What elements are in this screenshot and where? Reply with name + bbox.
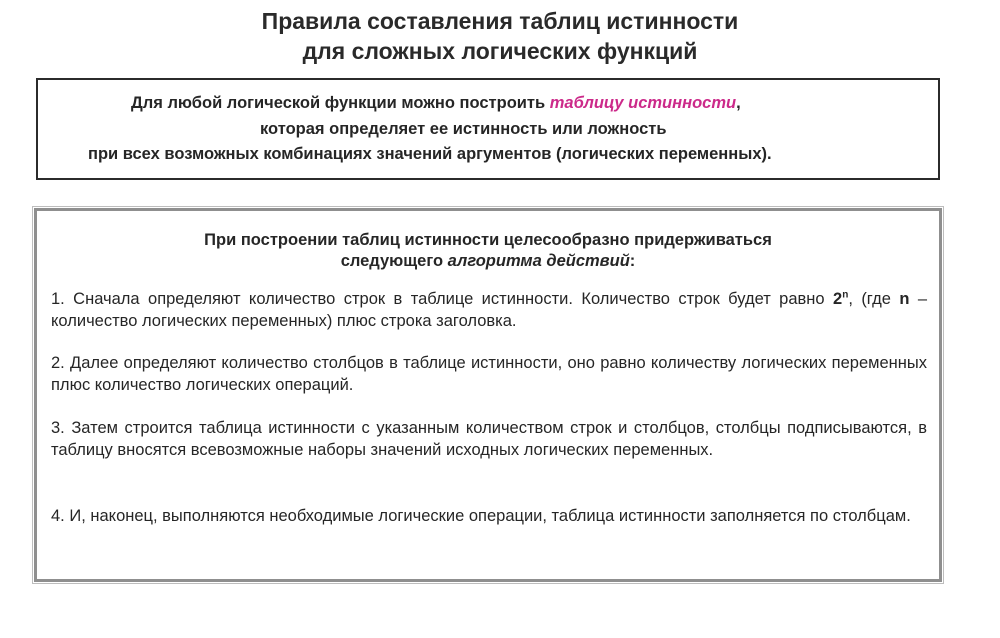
power-exponent: n bbox=[842, 289, 849, 301]
title-line-1: Правила составления таблиц истинности bbox=[261, 8, 739, 34]
step-1-part-c: – количество логических переменных) плюс строка заголовка. bbox=[51, 290, 927, 330]
title-line-2: для сложных логических функций bbox=[302, 38, 698, 64]
step-1-part-b: , (где bbox=[848, 290, 900, 308]
step-1-text bbox=[51, 288, 927, 332]
algorithm-box bbox=[34, 208, 942, 582]
algorithm-heading-prefix: следующего bbox=[340, 252, 448, 270]
step-1-part-a: 1. Сначала определяют количество строк в таблице истинности. Количество строк будет равно bbox=[51, 290, 834, 308]
power-base: 2 bbox=[833, 290, 843, 308]
definition-line-1-comma: , bbox=[736, 94, 741, 112]
step-4-text: 4. И, наконец, выполняются необходимые логические операции, таблица истинности заполняется по столбцам. bbox=[51, 507, 911, 525]
page-title bbox=[0, 6, 1000, 66]
step-3-text: 3. Затем строится таблица истинности с указанным количеством строк и столбцов, столбцы подписываются, в таблицу вносятся всевозможные наборы значений исходных логических переменных. bbox=[51, 419, 927, 459]
definition-line-2: которая определяет ее истинность или ложность bbox=[260, 120, 667, 138]
definition-line-1-text: Для любой логической функции можно построить bbox=[131, 94, 550, 112]
algorithm-heading bbox=[37, 230, 939, 272]
definition-line-1 bbox=[131, 93, 741, 113]
algorithm-heading-line-2 bbox=[37, 251, 939, 272]
step-1 bbox=[51, 288, 927, 332]
algorithm-heading-colon: : bbox=[629, 252, 636, 270]
step-2-text: 2. Далее определяют количество столбцов в таблице истинности, оно равно количеству логических переменных плюс количество логических операций. bbox=[51, 354, 927, 394]
algorithm-term: алгоритма действий bbox=[447, 252, 630, 270]
step-3 bbox=[51, 417, 927, 461]
truth-table-term: таблицу истинности bbox=[549, 94, 737, 112]
step-4 bbox=[51, 505, 927, 527]
definition-box bbox=[36, 78, 940, 180]
algorithm-heading-line-1: При построении таблиц истинности целесообразно придерживаться bbox=[204, 231, 772, 249]
step-2 bbox=[51, 352, 927, 396]
definition-line-3: при всех возможных комбинациях значений аргументов (логических переменных). bbox=[88, 145, 772, 163]
variable-n: n bbox=[899, 290, 910, 308]
